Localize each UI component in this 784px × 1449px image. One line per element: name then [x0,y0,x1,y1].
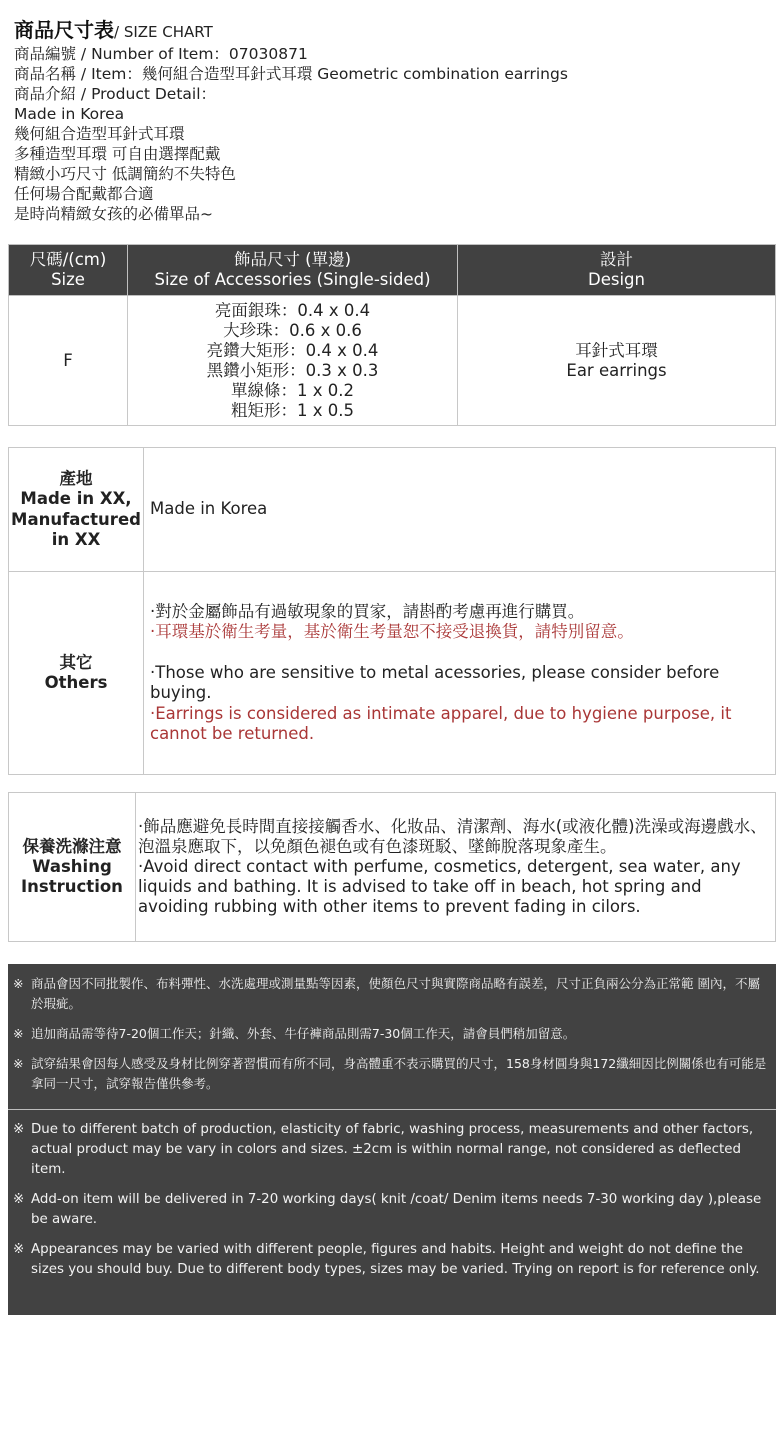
table-row [9,793,776,942]
header-accessories [128,245,458,296]
disclaimer-text: Add-on item will be delivered in 7-20 working days( knit /coat/ Denim items needs 7-30 working day ),please be aware. [31,1192,762,1227]
reference-mark-icon: ※ [13,1026,24,1041]
origin-label [9,448,144,572]
washing-label [9,793,136,942]
title-zh: 商品尺寸表 [14,18,114,42]
reference-mark-icon: ※ [13,976,24,991]
reference-mark-icon: ※ [13,1192,25,1207]
disclaimer-text: 追加商品需等待7-20個工作天；針織、外套、牛仔褲商品則需7-30個工作天，請會員們稍加留意。 [31,1026,576,1041]
header-size-en: Size [51,270,85,289]
design-en: Ear earrings [566,360,667,380]
others-label-zh: 其它 [59,652,93,672]
detail-line: 多種造型耳環 可自由選擇配戴 [14,145,221,163]
hygiene-note-en: ·Earrings is considered as intimate apparel, due to hygiene purpose, it cannot be returned. [150,703,732,743]
allergy-note-en: ·Those who are sensitive to metal acessories, please consider before buying. [150,662,720,702]
detail-line: 任何場合配戴都合適 [14,185,154,203]
washing-label-zh: 保養洗滌注意 [22,837,122,856]
header-accessories-zh: 飾品尺寸 (單邊) [233,250,352,269]
washing-text-en: ·Avoid direct contact with perfume, cosmetics, detergent, sea water, any liquids and bathing. It is advised to take off in beach, hot spring and avoiding rubbing with other items to prevent fading in cilors. [138,857,741,916]
detail-line: 精緻小巧尺寸 低調簡約不失特色 [14,165,236,183]
disclaimer-item [13,1054,768,1094]
disclaimer-item [13,974,768,1014]
origin-label-en: Made in XX, Manufactured in XX [11,489,141,549]
accessory-size-item: 大珍珠：0.6 x 0.6 [223,320,362,340]
reference-mark-icon: ※ [13,1242,25,1257]
washing-text [136,793,776,942]
table-row [9,296,776,426]
others-label-en: Others [44,673,108,692]
detail-line: 是時尚精緻女孩的必備單品~ [14,205,213,223]
disclaimer-text: 試穿結果會因每人感受及身材比例穿著習慣而有所不同，身高體重不表示購買的尺寸，158身材圓身與172纖細因比例關係也有可能是拿同一尺寸，試穿報告僅供參考。 [31,1056,767,1091]
disclaimer-panel-en [8,1110,776,1315]
item-number: 商品編號 / Number of Item：07030871 [14,45,308,63]
size-table-header [9,245,776,296]
washing-label-en: Washing Instruction [21,857,123,896]
product-info [14,16,774,224]
others-notes [144,572,776,775]
washing-text-zh: ·飾品應避免長時間直接接觸香水、化妝品、清潔劑、海水(或液化體)洗澡或海邊戲水、泡溫泉應取下，以免顏色褪色或有色漆斑駁、墜飾脫落現象產生。 [138,817,767,856]
others-label [9,572,144,775]
reference-mark-icon: ※ [13,1056,24,1071]
header-design [458,245,776,296]
disclaimer-text: 商品會因不同批製作、布料彈性、水洗處理或測量點等因素，使顏色尺寸與實際商品略有誤差，尺寸正負兩公分為正常範 圍內，不屬於瑕疵。 [31,976,760,1011]
header-size [9,245,128,296]
design-value [458,296,776,426]
disclaimer-item [13,1240,768,1280]
item-name: 商品名稱 / Item：幾何組合造型耳針式耳環 Geometric combination earrings [14,65,568,83]
detail-line: 幾何組合造型耳針式耳環 [14,125,185,143]
spacer [150,643,775,663]
page-title [14,16,774,44]
accessory-size-item: 亮鑽大矩形：0.4 x 0.4 [206,340,379,360]
accessory-size-item: 亮面銀珠：0.4 x 0.4 [214,300,371,320]
disclaimer-item [13,1190,768,1230]
design-zh: 耳針式耳環 [575,340,658,360]
header-size-zh: 尺碼/(cm) [29,250,107,269]
origin-others-table [8,447,776,775]
hygiene-note-zh: ·耳環基於衛生考量，基於衛生考量恕不接受退換貨，請特別留意。 [150,622,634,641]
disclaimer-item [13,1120,768,1180]
washing-table [8,792,776,942]
header-design-en: Design [588,270,645,289]
detail-line: Made in Korea [14,105,125,123]
origin-value: Made in Korea [144,448,776,572]
disclaimer-text: Due to different batch of production, elasticity of fabric, washing process, measurements and other factors, actual product may be vary in colors and sizes. ±2cm is within normal range, not considered as deflected item. [31,1122,754,1177]
accessory-size-item: 單線條：1 x 0.2 [231,380,354,400]
table-row [9,448,776,572]
allergy-note-zh: ·對於金屬飾品有過敏現象的買家，請斟酌考慮再進行購買。 [150,601,585,621]
header-design-zh: 設計 [600,250,633,269]
accessory-size-item: 黑鑽小矩形：0.3 x 0.3 [206,360,379,380]
table-row [9,572,776,775]
disclaimer-text: Appearances may be varied with different people, figures and habits. Height and weight do not define the sizes you should buy. Due to different body types, sizes may be varied. Trying on report is for reference only. [31,1242,760,1277]
disclaimer-item [13,1024,768,1044]
reference-mark-icon: ※ [13,1122,25,1137]
accessory-size-item: 粗矩形：1 x 0.5 [231,400,354,420]
size-table [8,244,776,426]
size-value: F [9,296,128,426]
disclaimer-panel-zh [8,964,776,1109]
header-accessories-en: Size of Accessories (Single-sided) [154,270,431,289]
title-en: / SIZE CHART [114,23,213,41]
product-detail-heading: 商品介紹 / Product Detail： [14,85,217,103]
origin-label-zh: 產地 [59,468,93,488]
accessory-sizes [128,296,458,426]
